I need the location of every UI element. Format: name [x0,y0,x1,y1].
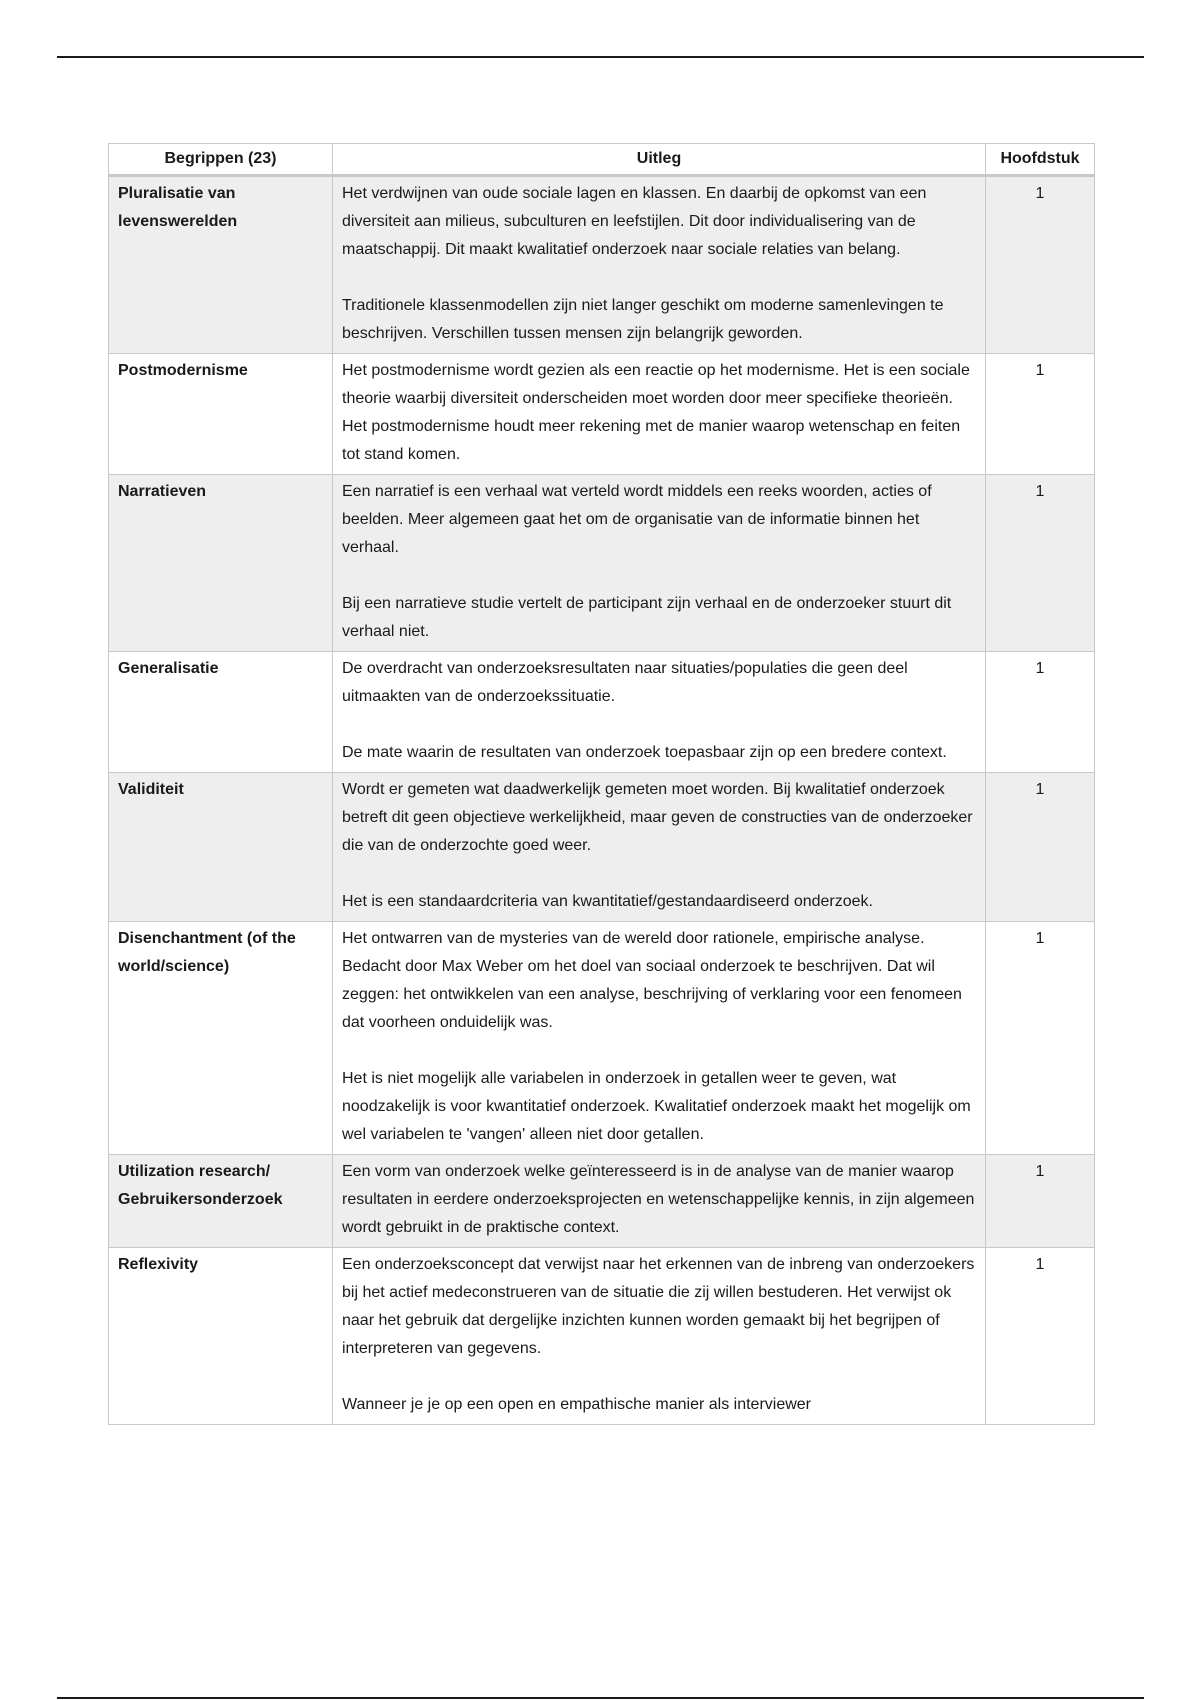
explanation-paragraph: Bij een narratieve studie vertelt de participant zijn verhaal en de onderzoeker stuurt dit verhaal niet. [342,595,952,640]
explanation-cell [333,475,986,652]
term-cell: Utilization research/ Gebruikersonderzoek [109,1155,333,1248]
header-explanation: Uitleg [333,144,986,176]
term-cell: Disenchantment (of the world/science) [109,922,333,1155]
explanation-paragraph: De overdracht van onderzoeksresultaten naar situaties/populaties die geen deel uitmaakten van de onderzoekssituatie. [342,660,908,705]
chapter-cell: 1 [986,652,1095,773]
explanation-paragraph: Een narratief is een verhaal wat verteld wordt middels een reeks woorden, acties of beelden. Meer algemeen gaat het om de organisatie van de informatie binnen het verhaal. [342,483,932,556]
term-cell: Pluralisatie van levenswerelden [109,176,333,354]
table-row [109,1155,1095,1248]
explanation-cell [333,354,986,475]
explanation-cell [333,922,986,1155]
explanation-paragraph: Traditionele klassenmodellen zijn niet langer geschikt om moderne samenlevingen te beschrijven. Verschillen tussen mensen zijn belangrijk geworden. [342,297,944,342]
header-chapter: Hoofdstuk [986,144,1095,176]
chapter-cell: 1 [986,176,1095,354]
glossary-table [108,143,1095,1425]
explanation-paragraph: Wordt er gemeten wat daadwerkelijk gemeten moet worden. Bij kwalitatief onderzoek betreft dit geen objectieve werkelijkheid, maar geven de constructies van de onderzoeker die van de onderzochte goed weer. [342,781,973,854]
table-row [109,475,1095,652]
chapter-cell: 1 [986,1155,1095,1248]
term-cell: Validiteit [109,773,333,922]
explanation-paragraph: De mate waarin de resultaten van onderzoek toepasbaar zijn op een bredere context. [342,744,947,761]
explanation-paragraph: Het ontwarren van de mysteries van de wereld door rationele, empirische analyse. Bedacht door Max Weber om het doel van sociaal onderzoek te beschrijven. Dat wil zeggen: het ontwikkelen van een analyse, beschrijving of verklaring voor een fenomeen dat voorheen onduidelijk was. [342,930,962,1031]
term-cell: Generalisatie [109,652,333,773]
explanation-paragraph: Een onderzoeksconcept dat verwijst naar het erkennen van de inbreng van onderzoekers bij het actief medeconstrueren van de situatie die zij willen bestuderen. Het verwijst ok naar het gebruik dat dergelijke inzichten kunnen worden gemaakt bij het begrijpen of interpreteren van gegevens. [342,1256,975,1357]
explanation-cell [333,176,986,354]
explanation-paragraph: Het postmodernisme wordt gezien als een reactie op het modernisme. Het is een sociale theorie waarbij diversiteit onderscheiden moet worden door meer specifieke theorieën. Het postmodernisme houdt meer rekening met de manier waarop wetenschap en feiten tot stand komen. [342,362,970,463]
explanation-cell [333,773,986,922]
chapter-cell: 1 [986,1248,1095,1425]
explanation-cell [333,1248,986,1425]
explanation-cell [333,1155,986,1248]
term-cell: Reflexivity [109,1248,333,1425]
chapter-cell: 1 [986,922,1095,1155]
term-cell: Postmodernisme [109,354,333,475]
table-row [109,354,1095,475]
chapter-cell: 1 [986,773,1095,922]
table-row [109,922,1095,1155]
explanation-paragraph: Het is een standaardcriteria van kwantitatief/gestandaardiseerd onderzoek. [342,893,873,910]
explanation-paragraph: Het is niet mogelijk alle variabelen in onderzoek in getallen weer te geven, wat noodzakelijk is voor kwantitatief onderzoek. Kwalitatief onderzoek maakt het mogelijk om wel variabelen te 'vangen' alleen niet door getallen. [342,1070,971,1143]
explanation-cell [333,652,986,773]
table-header-row [109,144,1095,176]
chapter-cell: 1 [986,475,1095,652]
explanation-paragraph: Wanneer je je op een open en empathische manier als interviewer [342,1396,812,1413]
chapter-cell: 1 [986,354,1095,475]
table-row [109,652,1095,773]
explanation-paragraph: Het verdwijnen van oude sociale lagen en klassen. En daarbij de opkomst van een diversiteit aan milieus, subculturen en leefstijlen. Dit door individualisering van de maatschappij. Dit maakt kwalitatief onderzoek naar sociale relaties van belang. [342,185,927,258]
footer-rule [57,1697,1144,1699]
table-row [109,773,1095,922]
table-row [109,176,1095,354]
explanation-paragraph: Een vorm van onderzoek welke geïnteresseerd is in de analyse van de manier waarop resultaten in eerdere onderzoeksprojecten en wetenschappelijke kennis, in zijn algemeen wordt gebruikt in de praktische context. [342,1163,975,1236]
header-term: Begrippen (23) [109,144,333,176]
header-rule [57,56,1144,58]
table-row [109,1248,1095,1425]
term-cell: Narratieven [109,475,333,652]
